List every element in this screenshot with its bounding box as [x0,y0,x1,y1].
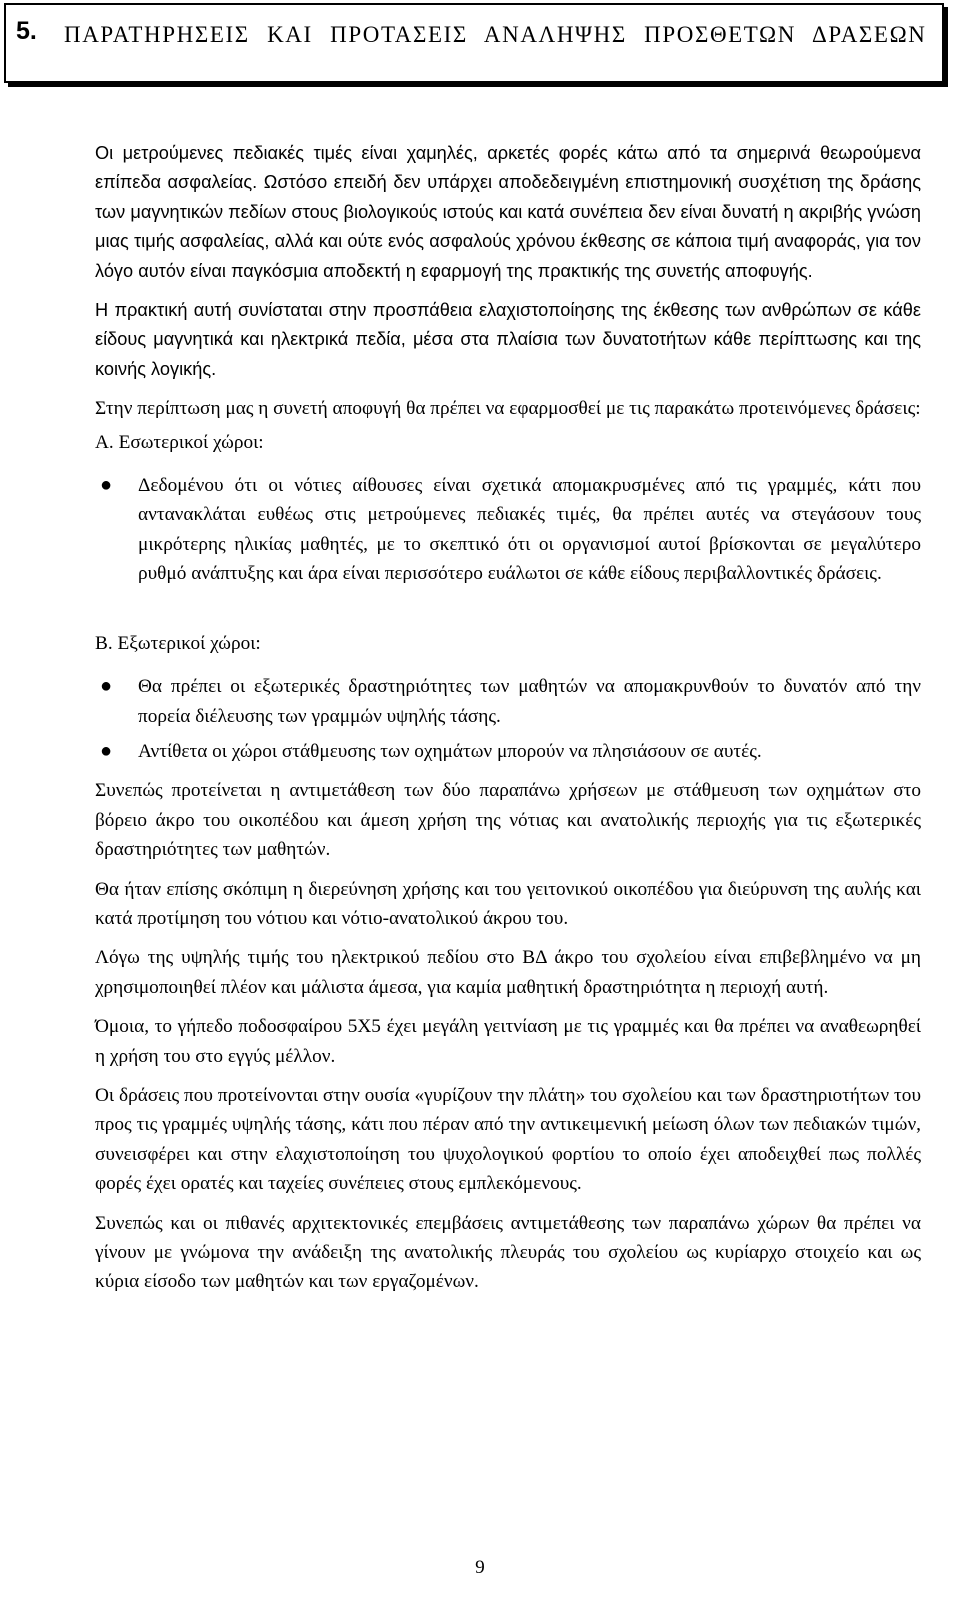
section-heading [4,3,944,83]
body-paragraph-4: Όμοια, το γήπεδο ποδοσφαίρου 5Χ5 έχει μεγάλη γειτνίαση με τις γραμμές και θα πρέπει να αναθεωρηθεί η χρήση του στο εγγύς μέλλον. [95,1016,921,1067]
body-paragraph-1: Συνεπώς προτείνεται η αντιμετάθεση των δύο παραπάνω χρήσεων με στάθμευση των οχημάτων στο βόρειο άκρο του οικοπέδου και άμεση χρήση της νότιας και ανατολικής περιοχής για τις εξωτερικές δραστηριότητες των μαθητών. [95,780,921,861]
body-paragraph-2: Θα ήταν επίσης σκόπιμη η διερεύνηση χρήσης και του γειτονικού οικοπέδου για διεύρυνση της αυλής και κατά προτίμηση του νότιου και νότιο-ανατολικού άκρου του. [95,878,921,929]
intro-paragraph-1: Οι μετρούμενες πεδιακές τιμές είναι χαμηλές, αρκετές φορές κάτω από τα σημερινά θεωρούμενα επίπεδα ασφαλείας. Ωστόσο επειδή δεν υπάρχει αποδεδειγμένη επιστημονική συσχέτιση της δράσης των μαγνητικών πεδίων στους βιολογικούς ιστούς και κατά συνέπεια δεν είναι δυνατή η ακριβής γνώση μιας τιμής ασφαλείας, αλλά και ούτε ενός ασφαλούς χρόνου έκθεσης σε κάποια τιμή αναφοράς, για τον λόγο αυτόν είναι παγκόσμια αποδεκτή η εφαρμογή της πρακτικής της συνετής αποφυγής. [95,143,921,281]
section-b-label: Β. Εξωτερικοί χώροι: [95,632,261,654]
bullet-icon: ● [100,739,113,762]
list-item-text: Θα πρέπει οι εξωτερικές δραστηριότητες των μαθητών να απομακρυνθούν το δυνατόν από την πορεία διέλευσης των γραμμών υψηλής τάσης. [138,676,921,727]
page-number: 9 [475,1557,485,1578]
section-a-label: Α. Εσωτερικοί χώροι: [95,431,264,453]
list-item [100,471,921,589]
list-item [100,672,921,731]
bullet-icon: ● [100,675,113,698]
section-b-list [95,672,921,766]
intro-paragraph-2: Η πρακτική αυτή συνίσταται στην προσπάθεια ελαχιστοποίησης της έκθεσης των ανθρώπων σε κάθε είδους μαγνητικά και ηλεκτρικά πεδία, μέσα στα πλαίσια των δυνατοτήτων κάθε περίπτωσης και της κοινής λογικής. [95,300,921,379]
section-title: ΠΑΡΑΤΗΡΗΣΕΙΣ ΚΑΙ ΠΡΟΤΑΣΕΙΣ ΑΝΑΛΗΨΗΣ ΠΡΟΣΘΕΤΩΝ ΔΡΑΣΕΩΝ [64,22,927,47]
list-item [100,737,921,766]
section-number: 5. [16,17,37,45]
list-item-text: Δεδομένου ότι οι νότιες αίθουσες είναι σχετικά απομακρυσμένες από τις γραμμές, κάτι που αντανακλάται ευθέως στις μετρούμενες πεδιακές τιμές, θα πρέπει αυτές να στεγάσουν τους μικρότερης ηλικίας μαθητές, με το σκεπτικό ότι οι οργανισμοί αυτοί βρίσκονται σε μεγαλύτερο ρυθμό ανάπτυξης και άρα είναι περισσότερο ευάλωτοι σε κάθε είδους περιβαλλοντικές δράσεις. [138,475,921,585]
body-paragraph-5: Οι δράσεις που προτείνονται στην ουσία «γυρίζουν την πλάτη» του σχολείου και των δραστηριοτήτων του προς τις γραμμές υψηλής τάσης, κάτι που πέραν από την αντικειμενική μείωση όλων των πεδιακών τιμών, συνεισφέρει και στην ελαχιστοποίηση του ψυχολογικού φορτίου το οποίο έχει αποδειχθεί πως πολλές φορές έχει ορατές και ταχείες συνέπειες στους εμπλεκόμενους. [95,1084,921,1195]
intro-paragraph-3: Στην περίπτωση μας η συνετή αποφυγή θα πρέπει να εφαρμοσθεί με τις παρακάτω προτεινόμενες δράσεις: [95,398,921,420]
document-body [95,139,921,1297]
list-item-text: Αντίθετα οι χώροι στάθμευσης των οχημάτων μπορούν να πλησιάσουν σε αυτές. [138,740,762,762]
body-paragraph-3: Λόγω της υψηλής τιμής του ηλεκτρικού πεδίου στο ΒΔ άκρο του σχολείου είναι επιβεβλημένο να μη χρησιμοποιηθεί πλέον και μάλιστα άμεσα, για καμία μαθητική δραστηριότητα η περιοχή αυτή. [95,947,921,998]
section-a-list [95,471,921,589]
bullet-icon: ● [100,474,113,497]
body-paragraph-6: Συνεπώς και οι πιθανές αρχιτεκτονικές επεμβάσεις αντιμετάθεσης των παραπάνω χώρων θα πρέπει να γίνουν με γνώμονα την ανάδειξη της ανατολικής πλευράς του σχολείου ως κυρίαρχο στοιχείο και ως κύρια είσοδο των μαθητών και των εργαζομένων. [95,1212,921,1293]
